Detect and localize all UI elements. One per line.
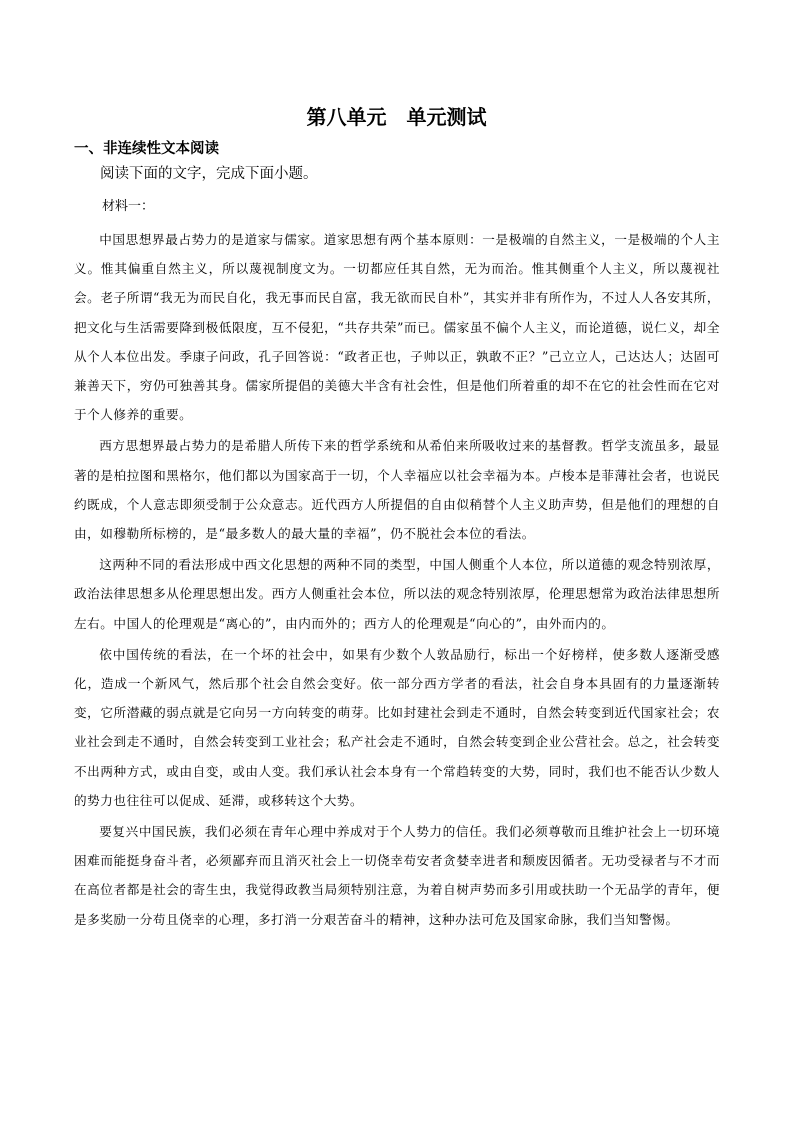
material-body xyxy=(74,225,720,936)
section-heading: 一、非连续性文本阅读 xyxy=(74,141,219,157)
paragraph: 西方思想界最占势力的是希腊人所传下来的哲学系统和从希伯来所吸收过来的基督教。哲学支流虽多，最显著的是柏拉图和黑格尔，他们都以为国家高于一切，个人幸福应以社会幸福为本。卢梭本是菲薄社会者，也说民约既成，个人意志即须受制于公众意志。近代西方人所提倡的自由似稍替个人主义助声势，但是他们的理想的自由，如穆勒所标榜的，是“最多数人的最大量的幸福”，仍不脱社会本位的看法。 xyxy=(74,438,720,542)
material-label: 材料一： xyxy=(102,199,155,214)
page-title: 第八单元 单元测试 xyxy=(306,105,487,129)
reading-instruction: 阅读下面的文字，完成下面小题。 xyxy=(100,166,318,182)
paragraph: 这两种不同的看法形成中西文化思想的两种不同的类型，中国人侧重个人本位，所以道德的观念特别浓厚，政治法律思想多从伦理思想出发。西方人侧重社会本位，所以法的观念特别浓厚，伦理思想常为政治法律思想所左右。中国人的伦理观是“离心的”，由内而外的；西方人的伦理观是“向心的”，由外而内的。 xyxy=(74,557,720,631)
paragraph: 中国思想界最占势力的是道家与儒家。道家思想有两个基本原则：一是极端的自然主义，一是极端的个人主义。惟其偏重自然主义，所以蔑视制度文为。一切都应任其自然，无为而治。惟其侧重个人主义，所以蔑视社会。老子所谓“我无为而民自化，我无事而民自富，我无欲而民自朴”，其实并非有所作为，不过人人各安其所，把文化与生活需要降到极低限度，互不侵犯，“共存共荣”而已。儒家虽不偏个人主义，而论道德，说仁义，却全从个人本位出发。季康子问政，孔子回答说：“政者正也，子帅以正，孰敢不正？”己立立人，己达达人；达固可兼善天下，穷仍可独善其身。儒家所提倡的美德大半含有社会性，但是他们所着重的却不在它的社会性而在它对于个人修养的重要。 xyxy=(74,232,720,423)
paragraph: 要复兴中国民族，我们必须在青年心理中养成对于个人势力的信任。我们必须尊敬而且维护社会上一切环境困难而能挺身奋斗者，必须鄙弃而且消灭社会上一切侥幸苟安者贪婪幸进者和颓废因循者。无功受禄者与不才而在高位者都是社会的寄生虫，我觉得政教当局须特别注意，为着自树声势而多引用或扶助一个无品学的青年，便是多奖励一分苟且侥幸的心理，多打消一分艰苦奋斗的精神，这种办法可危及国家命脉，我们当知警惕。 xyxy=(74,824,720,927)
paragraph: 依中国传统的看法，在一个坏的社会中，如果有少数个人敦品励行，标出一个好榜样，使多数人逐渐受感化，造成一个新风气，然后那个社会自然会变好。依一部分西方学者的看法，社会自身本具固有的力量逐渐转变，它所潜藏的弱点就是它向另一方向转变的萌芽。比如封建社会到走不通时，自然会转变到近代国家社会；农业社会到走不通时，自然会转变到工业社会；私产社会走不通时，自然会转变到企业公营社会。总之，社会转变不出两种方式，或由自变，或由人变。我们承认社会本身有一个常趋转变的大势，同时，我们也不能否认少数人的势力也往往可以促成、延滞，或移转这个大势。 xyxy=(74,646,720,808)
